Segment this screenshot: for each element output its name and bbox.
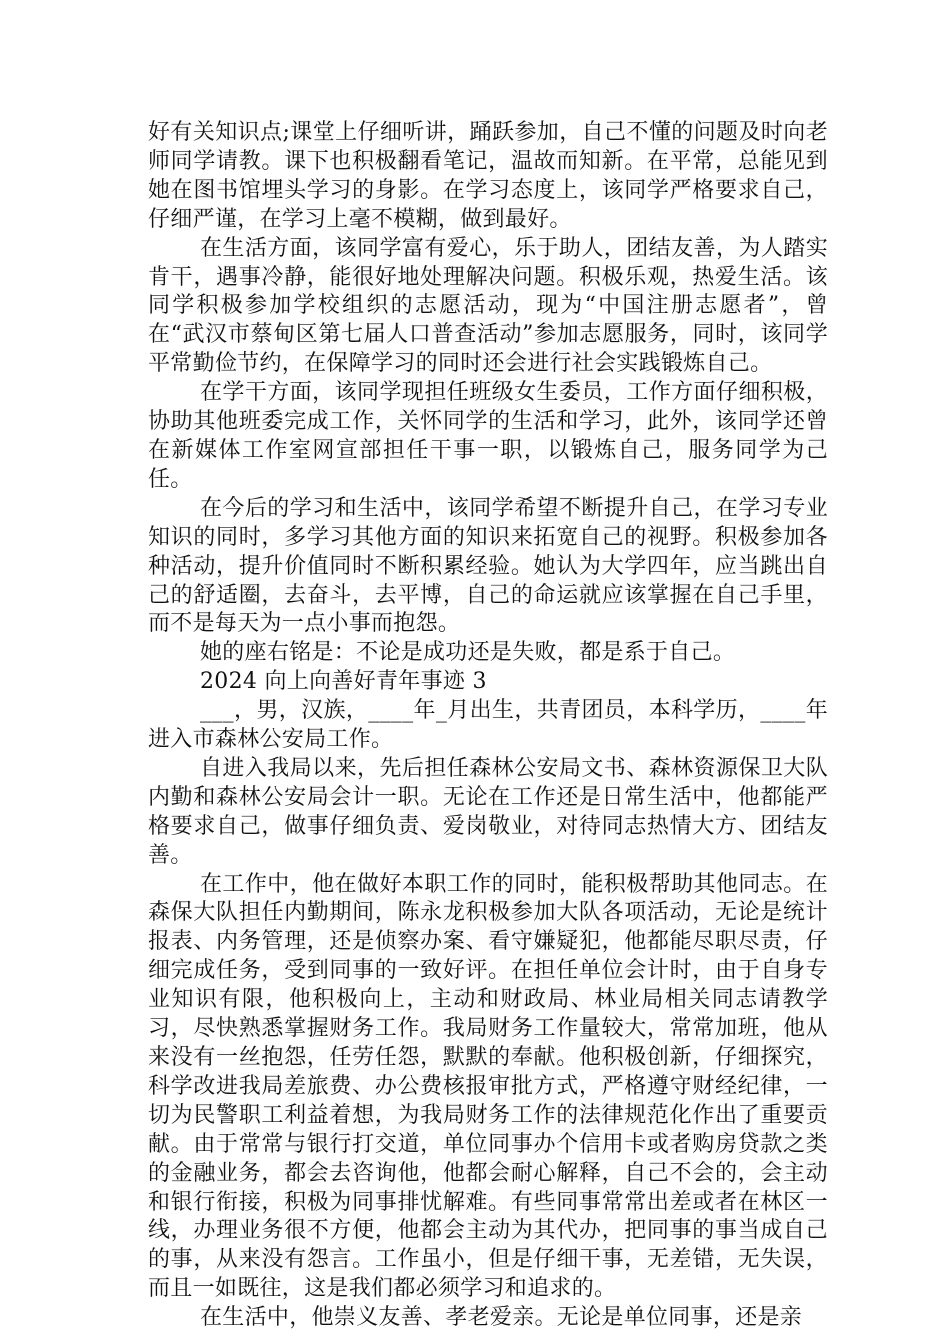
document-page (148, 119, 828, 1333)
paragraph-profile: ___，男，汉族，____年_月出生，共青团员，本科学历，____年进入市森林公安局工作。 (148, 698, 828, 753)
paragraph-future: 在今后的学习和生活中，该同学希望不断提升自己，在学习专业知识的同时，多学习其他方面的知识来拓宽自己的视野。积极参加各种活动，提升价值同时不断积累经验。她认为大学四年，应当跳出自己的舒适圈，去奋斗，去平博，自己的命运就应该掌握在自己手里，而不是每天为一点小事而抱怨。 (148, 495, 828, 637)
paragraph-student-cadre: 在学干方面，该同学现担任班级女生委员，工作方面仔细积极，协助其他班委完成工作，关怀同学的生活和学习，此外，该同学还曾在新媒体工作室网宣部担任干事一职，以锻炼自己，服务同学为己任。 (148, 380, 828, 492)
paragraph-work: 在工作中，他在做好本职工作的同时，能积极帮助其他同志。在森保大队担任内勤期间，陈永龙积极参加大队各项活动，无论是统计报表、内务管理，还是侦察办案、看守嫌疑犯，他都能尽职尽责，仔细完成任务，受到同事的一致好评。在担任单位会计时，由于自身专业知识有限，他积极向上，主动和财政局、林业局相关同志请教学习，尽快熟悉掌握财务工作。我局财务工作量较大，常常加班，他从来没有一丝抱怨，任劳任怨，默默的奉献。他积极创新，仔细探究，科学改进我局差旅费、办公费核报审批方式，严格遵守财经纪律，一切为民警职工利益着想，为我局财务工作的法律规范化作出了重要贡献。由于常常与银行打交道，单位同事办个信用卡或者购房贷款之类的金融业务，都会去咨询他，他都会耐心解释，自己不会的，会主动和银行衔接，积极为同事排忧解难。有些同事常常出差或者在林区一线，办理业务很不方便，他都会主动为其代办，把同事的事当成自己的事，从来没有怨言。工作虽小，但是仔细干事，无差错，无失误，而且一如既往，这是我们都必须学习和追求的。 (148, 871, 828, 1302)
paragraph-study: 好有关知识点;课堂上仔细听讲，踊跃参加，自己不懂的问题及时向老师同学请教。课下也积极翻看笔记，温故而知新。在平常，总能见到她在图书馆埋头学习的身影。在学习态度上，该同学严格要求自己，仔细严谨，在学习上毫不模糊，做到最好。 (148, 120, 828, 232)
paragraph-motto: 她的座右铭是：不论是成功还是失败，都是系于自己。 (200, 640, 736, 666)
paragraph-life: 在生活方面，该同学富有爱心，乐于助人，团结友善，为人踏实肯干，遇事冷静，能很好地处理解决问题。积极乐观，热爱生活。该同学积极参加学校组织的志愿活动，现为“中国注册志愿者”，曾在“武汉市蔡甸区第七届人口普查活动”参加志愿服务，同时，该同学平常勤俭节约，在保障学习的同时还会进行社会实践锻炼自己。 (148, 235, 828, 377)
paragraph-personal-life: 在生活中，他崇义友善、孝老爱亲。无论是单位同事，还是亲 (200, 1305, 803, 1331)
paragraph-career: 自进入我局以来，先后担任森林公安局文书、森林资源保卫大队内勤和森林公安局会计一职。无论在工作还是日常生活中，他都能严格要求自己，做事仔细负责、爱岗敬业，对待同志热情大方、团结友善。 (148, 755, 828, 868)
section-heading: 2024 向上向善好青年事迹 3 (200, 669, 487, 695)
